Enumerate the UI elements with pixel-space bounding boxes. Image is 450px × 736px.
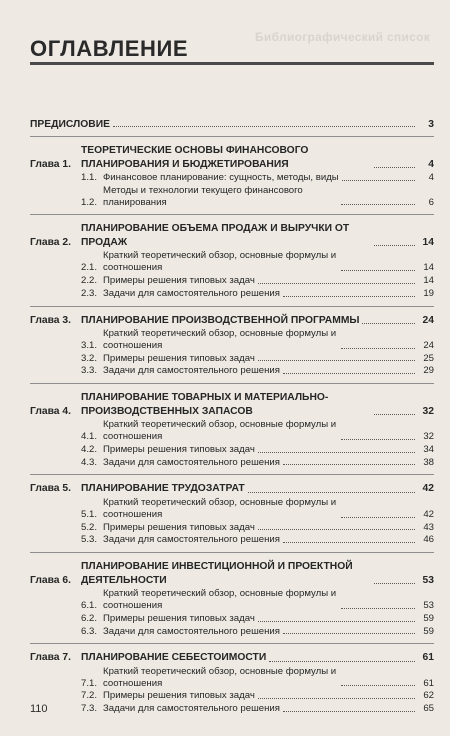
dot-leader bbox=[258, 698, 415, 699]
dot-leader bbox=[258, 621, 415, 622]
toc-entry-section[interactable] bbox=[81, 666, 434, 690]
chapter-6 bbox=[30, 560, 434, 637]
toc-entry-section[interactable] bbox=[81, 626, 434, 638]
dot-leader bbox=[283, 296, 415, 297]
section-page: 34 bbox=[423, 443, 434, 455]
section-list bbox=[81, 172, 434, 208]
toc-entry-chapter[interactable] bbox=[30, 391, 434, 418]
section-title: Задачи для самостоятельного решения bbox=[103, 534, 280, 546]
section-number: 6.2. bbox=[81, 612, 98, 624]
section-title: Задачи для самостоятельного решения bbox=[103, 456, 280, 468]
toc-entry-chapter[interactable] bbox=[30, 560, 434, 587]
chapter-title-row bbox=[81, 222, 434, 249]
chapter-title-row bbox=[81, 314, 434, 328]
section-title: Задачи для самостоятельного решения bbox=[103, 287, 280, 299]
dot-leader bbox=[258, 283, 415, 284]
chapter-label: Глава 3. bbox=[30, 314, 71, 326]
dot-leader bbox=[283, 542, 415, 543]
section-list bbox=[81, 328, 434, 377]
section-title: Задачи для самостоятельного решения bbox=[103, 365, 280, 377]
chapter-title-row bbox=[81, 651, 434, 665]
section-number: 2.2. bbox=[81, 274, 98, 286]
section-page: 46 bbox=[423, 534, 434, 546]
section-title: Примеры решения типовых задач bbox=[103, 690, 255, 702]
dot-leader bbox=[342, 180, 415, 181]
dot-leader bbox=[341, 204, 415, 205]
toc-entry-section[interactable] bbox=[81, 328, 434, 352]
divider bbox=[30, 136, 434, 137]
chapter-label: Глава 1. bbox=[30, 158, 71, 170]
section-page: 6 bbox=[428, 196, 434, 208]
dot-leader bbox=[269, 661, 415, 662]
section-page: 42 bbox=[423, 508, 434, 520]
toc-entry-chapter[interactable] bbox=[30, 314, 434, 328]
dot-leader bbox=[283, 633, 415, 634]
section-title: Примеры решения типовых задач bbox=[103, 521, 255, 533]
section-page: 24 bbox=[423, 339, 434, 351]
section-page: 62 bbox=[423, 690, 434, 702]
table-of-contents bbox=[30, 116, 434, 715]
toc-entry-chapter[interactable] bbox=[30, 482, 434, 496]
section-page: 32 bbox=[423, 431, 434, 443]
section-page: 25 bbox=[423, 352, 434, 364]
section-page: 53 bbox=[423, 599, 434, 611]
section-title: Краткий теоретический обзор, основные формулы и соотношения bbox=[103, 496, 337, 520]
dot-leader bbox=[374, 583, 415, 584]
dot-leader bbox=[283, 464, 415, 465]
chapter-label: Глава 4. bbox=[30, 405, 71, 417]
toc-entry-section[interactable] bbox=[81, 497, 434, 521]
section-number: 7.3. bbox=[81, 703, 98, 715]
chapter-7 bbox=[30, 651, 434, 715]
section-page: 43 bbox=[423, 521, 434, 533]
divider bbox=[30, 643, 434, 644]
toc-entry-section[interactable] bbox=[81, 353, 434, 365]
toc-entry-chapter[interactable] bbox=[30, 222, 434, 249]
toc-entry-section[interactable] bbox=[81, 275, 434, 287]
divider bbox=[30, 306, 434, 307]
chapter-title: ПЛАНИРОВАНИЕ ПРОИЗВОДСТВЕННОЙ ПРОГРАММЫ bbox=[81, 314, 360, 326]
section-page: 29 bbox=[423, 365, 434, 377]
section-number: 6.3. bbox=[81, 625, 98, 637]
toc-entry-section[interactable] bbox=[81, 365, 434, 377]
chapter-4 bbox=[30, 391, 434, 468]
section-number: 7.1. bbox=[81, 677, 98, 689]
dot-leader bbox=[113, 126, 415, 127]
chapter-page: 61 bbox=[422, 652, 434, 664]
dot-leader bbox=[374, 167, 415, 168]
bleed-through-heading: Библиографический список bbox=[255, 30, 431, 44]
chapter-5 bbox=[30, 482, 434, 546]
toc-entry-chapter[interactable] bbox=[30, 651, 434, 665]
dot-leader bbox=[258, 452, 415, 453]
divider bbox=[30, 383, 434, 384]
toc-entry-section[interactable] bbox=[81, 444, 434, 456]
section-number: 1.1. bbox=[81, 172, 98, 183]
section-number: 6.1. bbox=[81, 599, 98, 611]
chapter-title: ПЛАНИРОВАНИЕ ИНВЕСТИЦИОННОЙ И ПРОЕКТНОЙ ДЕЯТЕЛЬНОСТИ bbox=[81, 561, 353, 586]
toc-entry-section[interactable] bbox=[81, 172, 434, 184]
chapter-page: 4 bbox=[428, 158, 434, 170]
dot-leader bbox=[258, 529, 415, 530]
dot-leader bbox=[248, 492, 415, 493]
section-title: Краткий теоретический обзор, основные формулы и соотношения bbox=[103, 250, 337, 274]
section-page: 61 bbox=[423, 677, 434, 689]
section-page: 19 bbox=[423, 287, 434, 299]
section-title: Примеры решения типовых задач bbox=[103, 352, 255, 364]
section-page: 4 bbox=[428, 172, 434, 183]
chapter-page: 14 bbox=[422, 236, 434, 248]
section-number: 1.2. bbox=[81, 196, 98, 208]
toc-entry-section[interactable] bbox=[81, 522, 434, 534]
dot-leader bbox=[258, 360, 415, 361]
section-list bbox=[81, 666, 434, 715]
dot-leader bbox=[341, 348, 415, 349]
section-title: Краткий теоретический обзор, основные формулы и соотношения bbox=[103, 665, 337, 689]
dot-leader bbox=[341, 608, 415, 609]
chapter-page: 53 bbox=[422, 574, 434, 586]
dot-leader bbox=[341, 685, 415, 686]
chapter-page: 24 bbox=[422, 314, 434, 326]
section-list bbox=[81, 588, 434, 637]
dot-leader bbox=[362, 323, 415, 324]
section-title: Краткий теоретический обзор, основные формулы и соотношения bbox=[103, 328, 337, 351]
toc-entry-section[interactable] bbox=[81, 457, 434, 469]
section-title: Примеры решения типовых задач bbox=[103, 443, 255, 455]
preface-page: 3 bbox=[428, 119, 434, 130]
section-number: 4.1. bbox=[81, 431, 98, 443]
dot-leader bbox=[341, 439, 415, 440]
dot-leader bbox=[283, 711, 415, 712]
section-number: 3.2. bbox=[81, 352, 98, 364]
section-title: Краткий теоретический обзор, основные формулы и соотношения bbox=[103, 419, 337, 443]
section-page: 14 bbox=[423, 262, 434, 274]
dot-leader bbox=[341, 517, 415, 518]
section-page: 59 bbox=[423, 625, 434, 637]
dot-leader bbox=[341, 270, 415, 271]
section-page: 14 bbox=[423, 274, 434, 286]
chapter-title: ПЛАНИРОВАНИЕ ТРУДОЗАТРАТ bbox=[81, 483, 245, 495]
chapter-label: Глава 5. bbox=[30, 483, 71, 495]
dot-leader bbox=[374, 414, 415, 415]
section-number: 3.3. bbox=[81, 365, 98, 377]
section-title: Краткий теоретический обзор, основные формулы и соотношения bbox=[103, 588, 337, 611]
chapter-2 bbox=[30, 222, 434, 299]
section-number: 5.3. bbox=[81, 534, 98, 546]
toc-entry-section[interactable] bbox=[81, 250, 434, 274]
chapter-title-row bbox=[81, 144, 434, 171]
chapter-1 bbox=[30, 144, 434, 208]
chapter-title: ПЛАНИРОВАНИЕ СЕБЕСТОИМОСТИ bbox=[81, 652, 267, 664]
dot-leader bbox=[374, 245, 415, 246]
section-page: 38 bbox=[423, 456, 434, 468]
section-title: Примеры решения типовых задач bbox=[103, 612, 255, 624]
chapter-title-row bbox=[81, 391, 434, 418]
preface-title: ПРЕДИСЛОВИЕ bbox=[30, 119, 110, 130]
section-title: Финансовое планирование: сущность, методы, виды bbox=[103, 172, 339, 183]
section-number: 4.3. bbox=[81, 456, 98, 468]
toc-entry-preface[interactable] bbox=[30, 116, 434, 130]
dot-leader bbox=[283, 373, 415, 374]
section-number: 5.1. bbox=[81, 508, 98, 520]
chapter-page: 42 bbox=[422, 483, 434, 495]
page-title: ОГЛАВЛЕНИЕ bbox=[30, 36, 189, 61]
chapter-label: Глава 7. bbox=[30, 652, 71, 664]
section-list bbox=[81, 250, 434, 299]
toc-entry-section[interactable] bbox=[81, 613, 434, 625]
chapter-title: ТЕОРЕТИЧЕСКИЕ ОСНОВЫ ФИНАНСОВОГО ПЛАНИРОВАНИЯ И БЮДЖЕТИРОВАНИЯ bbox=[81, 145, 309, 170]
toc-entry-section[interactable] bbox=[81, 288, 434, 300]
section-page: 65 bbox=[423, 703, 434, 715]
section-title: Примеры решения типовых задач bbox=[103, 274, 255, 286]
section-title: Методы и технологии текущего финансового планирования bbox=[103, 184, 303, 208]
section-number: 5.2. bbox=[81, 521, 98, 533]
section-number: 7.2. bbox=[81, 690, 98, 702]
chapter-title: ПЛАНИРОВАНИЕ ТОВАРНЫХ И МАТЕРИАЛЬНО-ПРОИЗВОДСТВЕННЫХ ЗАПАСОВ bbox=[81, 392, 329, 417]
toc-entry-section[interactable] bbox=[81, 690, 434, 702]
section-number: 2.3. bbox=[81, 287, 98, 299]
chapter-title: ПЛАНИРОВАНИЕ ОБЪЕМА ПРОДАЖ И ВЫРУЧКИ ОТ ПРОДАЖ bbox=[81, 223, 350, 248]
title-rule bbox=[30, 62, 434, 65]
toc-entry-section[interactable] bbox=[81, 588, 434, 612]
toc-entry-section[interactable] bbox=[81, 419, 434, 443]
page-number: 110 bbox=[30, 703, 48, 715]
section-number: 2.1. bbox=[81, 262, 98, 274]
section-number: 3.1. bbox=[81, 339, 98, 351]
toc-entry-section[interactable] bbox=[81, 703, 434, 715]
toc-entry-section[interactable] bbox=[81, 534, 434, 546]
chapter-label: Глава 2. bbox=[30, 236, 71, 248]
chapter-label: Глава 6. bbox=[30, 574, 71, 586]
chapter-3 bbox=[30, 314, 434, 378]
divider bbox=[30, 552, 434, 553]
section-title: Задачи для самостоятельного решения bbox=[103, 625, 280, 637]
section-page: 59 bbox=[423, 612, 434, 624]
section-title: Задачи для самостоятельного решения bbox=[103, 703, 280, 715]
toc-entry-section[interactable] bbox=[81, 185, 434, 209]
toc-entry-chapter[interactable] bbox=[30, 144, 434, 171]
section-list bbox=[81, 497, 434, 546]
chapter-page: 32 bbox=[422, 405, 434, 417]
chapter-title-row bbox=[81, 482, 434, 496]
section-list bbox=[81, 419, 434, 468]
chapter-title-row bbox=[81, 560, 434, 587]
divider bbox=[30, 474, 434, 475]
section-number: 4.2. bbox=[81, 443, 98, 455]
chapter-list bbox=[30, 144, 434, 715]
divider bbox=[30, 214, 434, 215]
